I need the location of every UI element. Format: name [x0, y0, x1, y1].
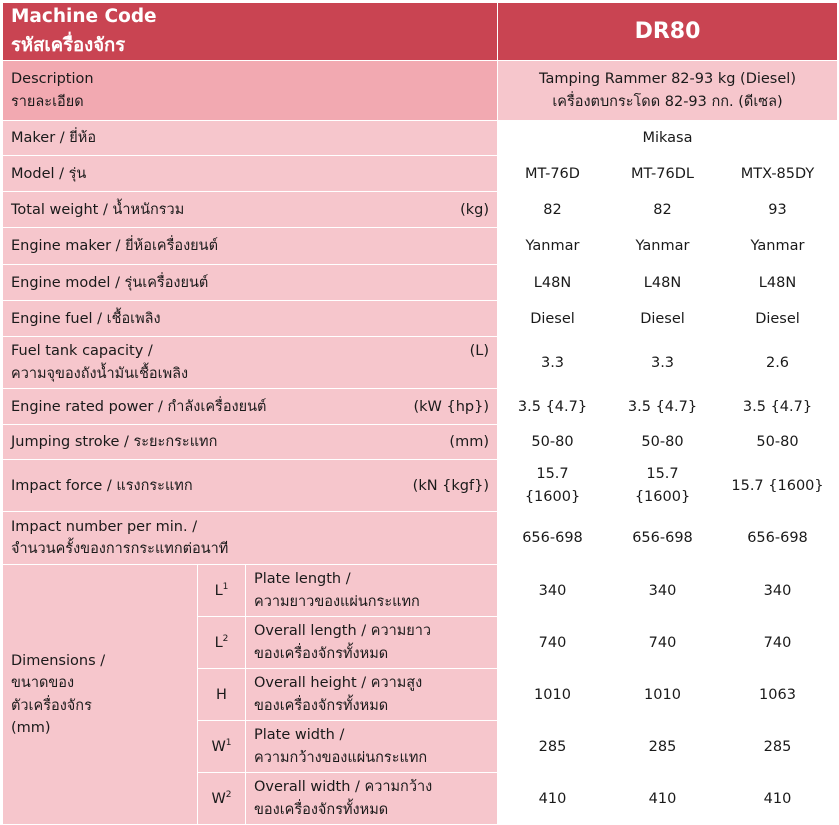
impact-number-value-1: 656-698: [498, 512, 608, 565]
dimension-symbol: $W^2$: [198, 773, 246, 825]
impact-number-label-en: Impact number per min. /: [11, 518, 198, 535]
dimensions-label-th-2: ตัวเครื่องจักร: [11, 697, 92, 714]
dimension-value: 740: [718, 617, 838, 669]
total-weight-value-2: 82: [608, 192, 718, 228]
maker-row: [3, 121, 838, 156]
model-label: Model / รุ่น: [3, 156, 498, 192]
dimensions-label-en: Dimensions /: [11, 652, 106, 669]
machine-code-label: [3, 3, 498, 61]
engine-power-row: [3, 389, 838, 425]
engine-model-value-1: L48N: [498, 265, 608, 301]
fuel-tank-value-3: 2.6: [718, 337, 838, 389]
total-weight-row: [3, 192, 838, 228]
dimension-label-th: ของเครื่องจักรทั้งหมด: [254, 697, 389, 714]
dimension-label-th: ของเครื่องจักรทั้งหมด: [254, 645, 389, 662]
dimension-label: [246, 721, 498, 773]
engine-maker-label: Engine maker / ยี่ห้อเครื่องยนต์: [3, 228, 498, 265]
total-weight-unit: (kg): [460, 201, 489, 218]
machine-code-label-th: รหัสเครื่องจักร: [11, 34, 126, 56]
description-value-en: Tamping Rammer 82-93 kg (Diesel): [539, 71, 796, 88]
impact-number-label-th: จำนวนครั้งของการกระแทกต่อนาที: [11, 541, 229, 558]
description-row: [3, 61, 838, 121]
engine-power-label: [3, 389, 498, 425]
impact-number-row: [3, 512, 838, 565]
model-value-3: MTX-85DY: [718, 156, 838, 192]
dimensions-unit: (mm): [11, 720, 51, 737]
impact-number-label: [3, 512, 498, 565]
dimension-row: [3, 565, 838, 617]
impact-force-value-1-kn: 15.7: [536, 466, 569, 483]
dimension-label-th: ความยาวของแผ่นกระแทก: [254, 593, 420, 610]
engine-power-value-1: 3.5 {4.7}: [498, 389, 608, 425]
total-weight-value-3: 93: [718, 192, 838, 228]
total-weight-label: [3, 192, 498, 228]
dimension-value: 285: [608, 721, 718, 773]
engine-maker-value-3: Yanmar: [718, 228, 838, 265]
dimension-value: 285: [498, 721, 608, 773]
engine-model-label: Engine model / รุ่นเครื่องยนต์: [3, 265, 498, 301]
dimension-value: 410: [608, 773, 718, 825]
dimension-value: 740: [608, 617, 718, 669]
engine-fuel-label: Engine fuel / เชื้อเพลิง: [3, 301, 498, 337]
jumping-stroke-value-2: 50-80: [608, 425, 718, 460]
maker-value: Mikasa: [498, 121, 838, 156]
dimension-symbol: $L^1$: [198, 565, 246, 617]
dimension-label-en: Overall width / ความกว้าง: [254, 779, 433, 796]
engine-maker-value-2: Yanmar: [608, 228, 718, 265]
jumping-stroke-row: [3, 425, 838, 460]
header-row: [3, 3, 838, 61]
total-weight-label-text: Total weight / น้ำหนักรวม: [11, 201, 185, 218]
engine-model-value-2: L48N: [608, 265, 718, 301]
impact-force-value-3: 15.7 {1600}: [718, 460, 838, 512]
dimension-label: [246, 617, 498, 669]
engine-fuel-value-2: Diesel: [608, 301, 718, 337]
impact-force-value-1: [498, 460, 608, 512]
description-label: [3, 61, 498, 121]
dimension-label-en: Plate width /: [254, 727, 345, 744]
dimension-symbol: $L^2$: [198, 617, 246, 669]
dimension-value: 1010: [498, 669, 608, 721]
impact-number-value-2: 656-698: [608, 512, 718, 565]
dimension-value: 340: [498, 565, 608, 617]
dimension-label-en: Overall height / ความสูง: [254, 675, 423, 692]
description-label-th: รายละเอียด: [11, 93, 84, 110]
dimensions-group-label: [3, 565, 198, 825]
dimension-symbol: H: [198, 669, 246, 721]
engine-power-value-2: 3.5 {4.7}: [608, 389, 718, 425]
engine-power-unit: (kW {hp}): [413, 398, 489, 415]
model-value-1: MT-76D: [498, 156, 608, 192]
impact-force-label: [3, 460, 498, 512]
jumping-stroke-unit: (mm): [449, 434, 489, 451]
dimension-label: [246, 669, 498, 721]
engine-model-row: [3, 265, 838, 301]
dimension-label-th: ของเครื่องจักรทั้งหมด: [254, 801, 389, 818]
model-value-2: MT-76DL: [608, 156, 718, 192]
engine-fuel-row: [3, 301, 838, 337]
fuel-tank-label: [3, 337, 498, 389]
jumping-stroke-label: [3, 425, 498, 460]
machine-code-value: DR80: [498, 3, 838, 61]
engine-power-value-3: 3.5 {4.7}: [718, 389, 838, 425]
dimension-label: [246, 565, 498, 617]
engine-maker-row: [3, 228, 838, 265]
impact-force-label-text: Impact force / แรงกระแทก: [11, 477, 193, 494]
maker-label: Maker / ยี่ห้อ: [3, 121, 498, 156]
engine-fuel-value-1: Diesel: [498, 301, 608, 337]
fuel-tank-value-1: 3.3: [498, 337, 608, 389]
dimension-value: 410: [498, 773, 608, 825]
fuel-tank-label-th: ความจุของถังน้ำมันเชื้อเพลิง: [11, 365, 189, 382]
impact-number-value-3: 656-698: [718, 512, 838, 565]
dimension-symbol: $W^1$: [198, 721, 246, 773]
impact-force-value-2: [608, 460, 718, 512]
dimension-label-th: ความกว้างของแผ่นกระแทก: [254, 749, 428, 766]
total-weight-value-1: 82: [498, 192, 608, 228]
description-value-th: เครื่องตบกระโดด 82-93 กก. (ดีเซล): [552, 93, 783, 110]
impact-force-unit: (kN {kgf}): [412, 477, 489, 494]
description-value: [498, 61, 838, 121]
dimension-label-en: Plate length /: [254, 571, 351, 588]
dimension-value: 1063: [718, 669, 838, 721]
dimensions-label-th-1: ขนาดของ: [11, 675, 75, 692]
dimension-value: 340: [608, 565, 718, 617]
dimension-label: [246, 773, 498, 825]
fuel-tank-label-en: Fuel tank capacity /: [11, 343, 153, 360]
jumping-stroke-value-1: 50-80: [498, 425, 608, 460]
dimension-label-en: Overall length / ความยาว: [254, 623, 432, 640]
description-label-en: Description: [11, 71, 94, 88]
fuel-tank-row: [3, 337, 838, 389]
dimension-value: 340: [718, 565, 838, 617]
impact-force-row: [3, 460, 838, 512]
spec-table: [2, 2, 838, 825]
engine-power-label-text: Engine rated power / กำลังเครื่องยนต์: [11, 398, 267, 415]
impact-force-value-2-kgf: {1600}: [634, 488, 691, 505]
dimension-value: 740: [498, 617, 608, 669]
engine-maker-value-1: Yanmar: [498, 228, 608, 265]
fuel-tank-unit: (L): [469, 343, 489, 360]
dimension-value: 410: [718, 773, 838, 825]
impact-force-value-2-kn: 15.7: [646, 466, 679, 483]
impact-force-value-1-kgf: {1600}: [524, 488, 581, 505]
engine-model-value-3: L48N: [718, 265, 838, 301]
jumping-stroke-label-text: Jumping stroke / ระยะกระแทก: [11, 434, 218, 451]
fuel-tank-value-2: 3.3: [608, 337, 718, 389]
engine-fuel-value-3: Diesel: [718, 301, 838, 337]
dimension-value: 285: [718, 721, 838, 773]
model-row: [3, 156, 838, 192]
machine-code-label-en: Machine Code: [11, 6, 157, 27]
dimension-value: 1010: [608, 669, 718, 721]
jumping-stroke-value-3: 50-80: [718, 425, 838, 460]
